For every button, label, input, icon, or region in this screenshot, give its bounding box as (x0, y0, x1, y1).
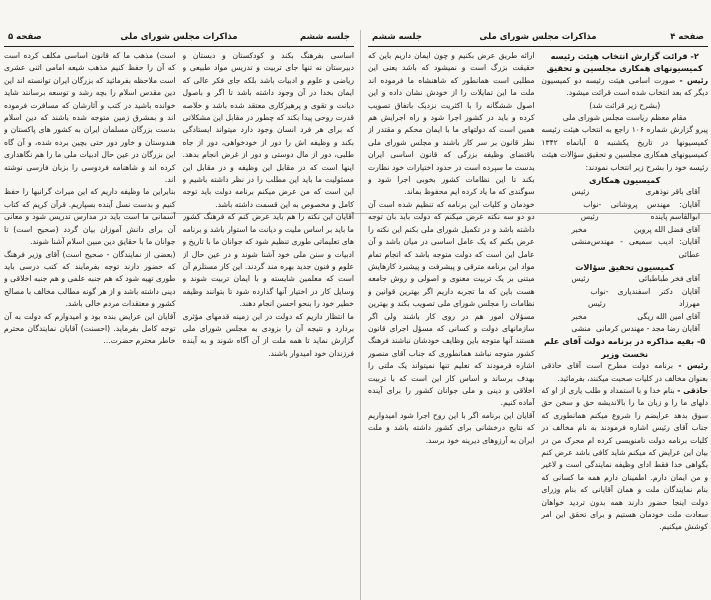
paragraph: اساسی بفرهنگ بکند و کودکستان و دبستان و دبیرستان نه تنها جای تربیت و تدریس مواد طبیعی و ریاضی و علوم و ادبیات باشد بلکه جای فکر عالی که ایمان بخدا در آن وجود داشته باشد تا اگر و باصول دیانت و تقوی و پرهیزکاری معتقد شده باشد و خلاصه قدرت روحی پیدا بکند که چطور در مقابل این مشکلاتی که برای هر فرد انسان وجود دارد میتواند ایستادگی بکند و وظیفه اش را دور از خودخواهی، دور از جاه طلبی، دور از مال دوستی و دور از غرض انجام بدهد. اینها است که در مقابل این وظیفه و در مقابل این مسئولیت ما باید این مطلب را در نظر داشته باشیم و این است که من عرض میکنم برنامه دولت باید توجه کامل و مخصوص به این قسمت داشته باشد. (182, 51, 354, 209)
committee-member-row (541, 199, 708, 224)
member-role: منشی (571, 323, 591, 333)
paragraph: ما انتظار داریم که دولت در این زمینه قدمهای مؤثری بردارد و نتیجه آن را بزودی به مجلس شورای ملی گزارش نماید تا همه ملت از آن آگاه شوند و به آینده فرزندان خود امیدوار باشند. (182, 311, 354, 358)
text-column (541, 50, 708, 600)
member-name: آقای فخر طباطبائی (638, 274, 700, 284)
committee-member-row (541, 236, 708, 261)
speech-paragraph (541, 75, 708, 100)
member-name: آقای باقر نوذهری (645, 187, 700, 197)
speech-paragraph (541, 385, 708, 534)
page-left (4, 30, 354, 600)
page-number: صفحه ۴ (670, 32, 704, 42)
page-number: صفحه ۵ (8, 32, 42, 42)
member-role: مخبر (571, 311, 587, 321)
text-column (183, 50, 355, 600)
paragraph: آقایان این نکته را هم باید عرض کنم که فرهنگ کشور ما باید بر اساس ملیت و دیانت ما استوار باشد و برنامه های تعلیماتی طوری تنظیم شود که جوانان ما با تاریخ و ادبیات و سنن ملی خود آشنا شوند و در عین حال از علوم و فنون جدید بهره مند گردند. این کار مستلزم آن است که معلمین شایسته و با ایمان تربیت شوند و وسایل کار در اختیار آنها گذارده شود تا بتوانند وظیفه خطیر خود را بنحو احسن انجام دهند. (182, 212, 354, 309)
member-name: آقایان: ادیب سمیعی - مهندس عطائی (590, 237, 700, 259)
publication-title: مذاکرات مجلس شورای ملی (120, 32, 238, 42)
page-header (368, 30, 708, 47)
text-column (368, 50, 535, 600)
member-name: آقایان رضا مجد - مهندس کرمانی (596, 323, 700, 333)
page-right (368, 30, 708, 600)
member-name: آقای فضل الله پروین (633, 224, 700, 234)
member-role: منشی (571, 237, 591, 247)
committee-member-row (541, 186, 708, 198)
member-role: نواب رئیس (587, 286, 606, 309)
paragraph: خودمان و کلیات این برنامه که تنظیم شده است آن دو دو سه نکته عرض میکنم که دولت باید بان توجه داشته باشد و در تکمیل شورای ملی بکنم این نکته را عرض بکنم که یک عامل اساسی در میان باشد و آن عامل این است که دولت متوجه باشد که انجام تمام مواد این برنامه مترقی و پیشرفت و پیشبرد کارهایش مبتنی بر یک تربیت معنوی و اصولی و روش جامعه هست باین که ما تجربه داریم اگر بهترین قوانین و نظامات را مجلس شورای ملی تصویب بکند و بهترین مسؤلان امور هم در روی کار باشند ولی اگر سازمانهای دولت و کسانی که مسؤل اجرای قانون هستند آنها متوجه باین وظایف خودشان نباشند فرهنگ کشور متوجه نباشد همانطوری که جناب آقای منصور اشاره فرمودند که تعلیم تنها نمیتواند یک ملتی را بهدف برساند و اساس کار این است که با تربیت اخلاقی و دینی و ملی جوانان کشور را برای آینده آماده کنیم. (368, 199, 535, 408)
paragraph: آقایان این برنامه اگر با این روح اجرا شود امیدواریم که نتایج درخشانی برای کشور داشته باشد و ملت ایران به آرزوهای دیرینه خود برسد. (368, 410, 535, 445)
speaker-name: رئیس - (679, 75, 708, 85)
section-heading: ۲- قرائت گزارش انتخاب هیئت رئیسه کمیسیونهای همکاری مجلسین و تحقیق (546, 51, 703, 74)
centered-line: (بشرح زیر قرائت شد) (589, 100, 661, 110)
member-role: مخبر (571, 224, 587, 234)
member-name: آقایان: مهندس پروشانی - ابوالقاسم پاینده (598, 199, 700, 222)
speaker-name: حاذقی - (677, 385, 708, 395)
speech-paragraph (541, 360, 708, 385)
speech-text: بنام خدا و با استمداد و طلب یاری از او که دلهای ما را و زبان ما را بالاندیشه حق و سخن حق سوق بدهد عرایضم را شروع میکنم همانطوری که جناب آقای رئیس اشاره فرمودند به نام مخالف در کلیات برنامه دولت نامنویسی کرده ام محرک من در بیان این عرایض که میکنم شاید کافی باشد عرض کنم بگواهی خدا فقط ادای وظیفه نمایندگی است و لاغیر و من ایمان دارم. اطمینان دارم همه ما کسانی که بنام نمایندگان ملت و همان آقایانی که بنام وزرای دولت اینجا حضور دارند همه بدون تردید خواهان سعادت ملت خودمان هستیم و برای تحقق این امر کوشش میکنیم. (541, 385, 708, 532)
paragraph: است) مذهب ما که قانون اساسی مکلف کرده است که آن را حفظ کنیم مذهب شیعه امامی اثنی عشری است ملاحظه بفرمائید که بزرگان ایران توانسته اند این دین مقدس اسلام را بچه رشد و توسعه برسانند شاید خوانده باشید در کتب و آثارشان که مسافرت فرموده اند و بمشرق زمین متوجه شده باشند که دین اسلام بدست بزرگان مسلمان ایران به کشور های پاکستان و هندوستان و خاور دور حتی بچین برده شده، و آن گاه این بزرگان در عین حال ادبیات ملی ما را هم نگاهداری کرده اند و شاهنامه فردوسی را بزبان فارسی نوشته اند. (4, 51, 176, 185)
member-role: نواب رئیس (580, 199, 599, 222)
committee-member-row (541, 273, 708, 285)
paragraph: (بعضی از نمایندگان - صحیح است) آقای وزیر فرهنگ که حضور دارند توجه بفرمایند که کتب درسی باید طوری تهیه شود که هم جنبه علمی و هم جنبه اخلاقی و دینی داشته باشد و از هر گونه مطالب مخالف با مصالح کشور و معتقدات مردم خالی باشد. (4, 249, 176, 309)
speech-text: صورت اسامی هیئت رئیسه دو کمیسیون دیگر که بعد انتخاب شده است قرائت میشود. (541, 75, 708, 98)
committee-member-row (541, 286, 708, 311)
text-column (4, 50, 176, 600)
speech-text: برنامه دولت مطرح است آقای حاذقی بعنوان مخالف در کلیات صحبت میکنند، بفرمائید. (541, 361, 708, 383)
session-label: جلسه ششم (299, 32, 350, 42)
session-label: جلسه ششم (372, 32, 423, 42)
paragraph: آقایان این عرایض بنده بود و امیدوارم که دولت به آن توجه کامل بفرماید. (احسنت) آقایان نمایندگان محترم خاطر محترم حضرت... (4, 311, 176, 346)
member-role: رئیس (571, 187, 590, 197)
paragraph: بنابراین ما وظیفه داریم که این میراث گرانبها را حفظ کنیم و بدست نسل آینده بسپاریم. قرآن کریم که کتاب آسمانی ما است باید در مدارس تدریس شود و معانی آن برای دانش آموزان بیان گردد (صحیح است) تا جوانان ما با حقایق دین مبین اسلام آشنا شوند. (4, 187, 176, 247)
paragraph: ارائه طریق عرض بکنیم و چون ایمان داریم باین که حقیقت بزرگ است و نمیشود که باشد یعنی این مطلبی است همانطور که شاهنشاه ما فرموده اند ملت ما این تمایلات را از خودش نشان داده و این اصول ششگانه را با اکثریت نزدیک باتفاق تصویب کرده و باید در کشور اجرا شود و راه اجرایش هم همین است که دولتهای ما با ایمان محکم و مقتدر از نظر قانون بر سر کار باشند و مجلس شورای ملی باقتضای وظیفه بزرگی که قانون اساسی ایران بدست ما سپرده است در حدود اختیارات خود نظارت بکند تا این نظامات کشور بخوبی اجرا شود و سوگندی که ما یاد کرده ایم محفوظ بماند. (368, 51, 535, 197)
publication-title: مذاکرات مجلس شورای ملی (479, 32, 597, 42)
section-heading: کمیسیون تحقیق سؤالات (575, 261, 675, 272)
member-role: رئیس (571, 274, 590, 284)
committee-member-row (541, 311, 708, 323)
paragraph: پیرو گزارش شماره ۱۰۶ راجع به انتخاب هیئت رئیسه کمیسیونها در تاریخ یکشنبه ۵ آبانماه ۱۳۴۲ کمیسیونهای همکاری مجلسین و تحقیق سؤالات هیئت رئیسه خود را بشرح زیر انتخاب نمودند: (541, 125, 708, 172)
member-name: آقایان دکتر اسفندیاری - مهرزاد (605, 286, 700, 309)
centered-line: مقام معظم ریاست مجلس شورای ملی (562, 113, 687, 123)
section-heading: کمیسیون همکاری (588, 175, 661, 186)
member-name: آقای امین الله ریگی (637, 311, 700, 321)
speaker-name: رئیس - (678, 361, 708, 371)
page-header (4, 30, 354, 47)
committee-member-row (541, 224, 708, 236)
page-gutter-divider (360, 30, 361, 600)
committee-member-row (541, 323, 708, 335)
section-heading: ۵- بقیه مذاکره در برنامه دولت آقای علم نخست وزیر (544, 336, 706, 359)
